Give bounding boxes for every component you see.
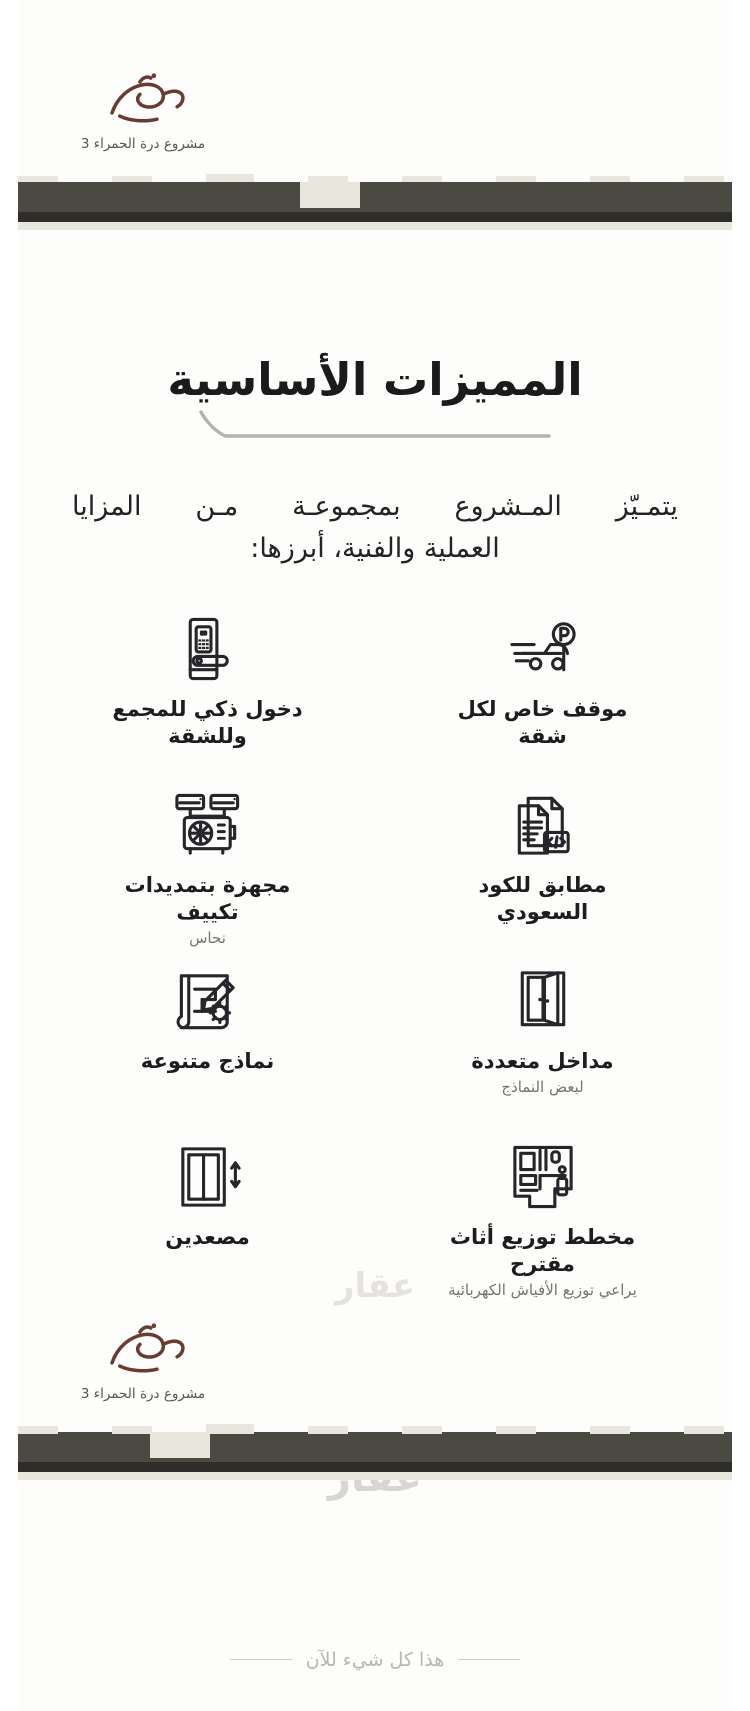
feature-multiple-entrances (375, 960, 710, 1136)
building-silhouette-band-top (0, 168, 750, 230)
divider-line-left (230, 1659, 292, 1660)
feature-label: مجهزة بتمديدات تكييف (124, 873, 291, 924)
feature-sublabel: لبعض النماذج (501, 1077, 584, 1096)
feature-varied-models (40, 960, 375, 1136)
feature-saudi-code (375, 784, 710, 960)
feature-parking (375, 608, 710, 784)
intro-line-1: يتمـيّز المـشروع بمجموعـة مـن المزايا (72, 491, 678, 522)
page-title: المميزات الأساسية (167, 353, 583, 406)
feature-ac-piping (40, 784, 375, 960)
brand-name-bottom: مشروع درة الحمراء 3 (80, 1386, 206, 1402)
feature-label: نماذج متنوعة (140, 1049, 275, 1073)
content-area (0, 236, 750, 1318)
feature-label: موقف خاص لكل شقة (457, 697, 628, 748)
darrah-arabic-calligraphy-logo (88, 68, 198, 130)
page-rail-right (732, 0, 750, 1711)
feature-label: دخول ذكي للمجمع وللشقة (112, 697, 303, 748)
building-silhouette-band-bottom (0, 1418, 750, 1480)
page-rail-left (0, 0, 18, 1711)
document-code-compliance-icon (506, 788, 580, 862)
divider-line-right (458, 1659, 520, 1660)
feature-smart-entry (40, 608, 375, 784)
feature-sublabel: نحاس (189, 928, 226, 947)
open-door-entrance-icon (506, 964, 580, 1038)
feature-label: مصعدين (165, 1225, 250, 1249)
floor-plan-furniture-layout-icon (506, 1140, 580, 1214)
feature-elevators (40, 1136, 375, 1312)
feature-label: مداخل متعددة (471, 1049, 614, 1073)
watermark-mid: عقار (334, 1266, 416, 1306)
hooked-underline-icon (195, 410, 555, 444)
intro-line-2: العملية والفنية، أبرزها: (250, 532, 500, 564)
feature-label: مخطط توزيع أثاث مقترح (449, 1225, 636, 1276)
darrah-arabic-calligraphy-logo (88, 1318, 198, 1380)
feature-label: مطابق للكود السعودي (478, 873, 607, 924)
features-grid (40, 608, 710, 1312)
brand-name-top: مشروع درة الحمراء 3 (80, 136, 206, 152)
footer-caption-text: هذا كل شيء للآن (305, 1648, 445, 1671)
elevator-icon (171, 1140, 245, 1214)
parking-sign-car-icon (506, 612, 580, 686)
page-title-block (0, 354, 750, 444)
brand-block-top (28, 68, 258, 152)
intro-paragraph (72, 486, 678, 570)
air-conditioner-split-unit-icon (171, 788, 245, 862)
smart-door-lock-icon (171, 612, 245, 686)
blueprint-pencil-gear-icon (171, 964, 245, 1038)
footer-caption-block (0, 1645, 750, 1671)
feature-furniture-plan (375, 1136, 710, 1312)
feature-sublabel: يراعي توزيع الأفياش الكهربائية (448, 1280, 637, 1299)
brand-block-bottom (28, 1318, 258, 1402)
